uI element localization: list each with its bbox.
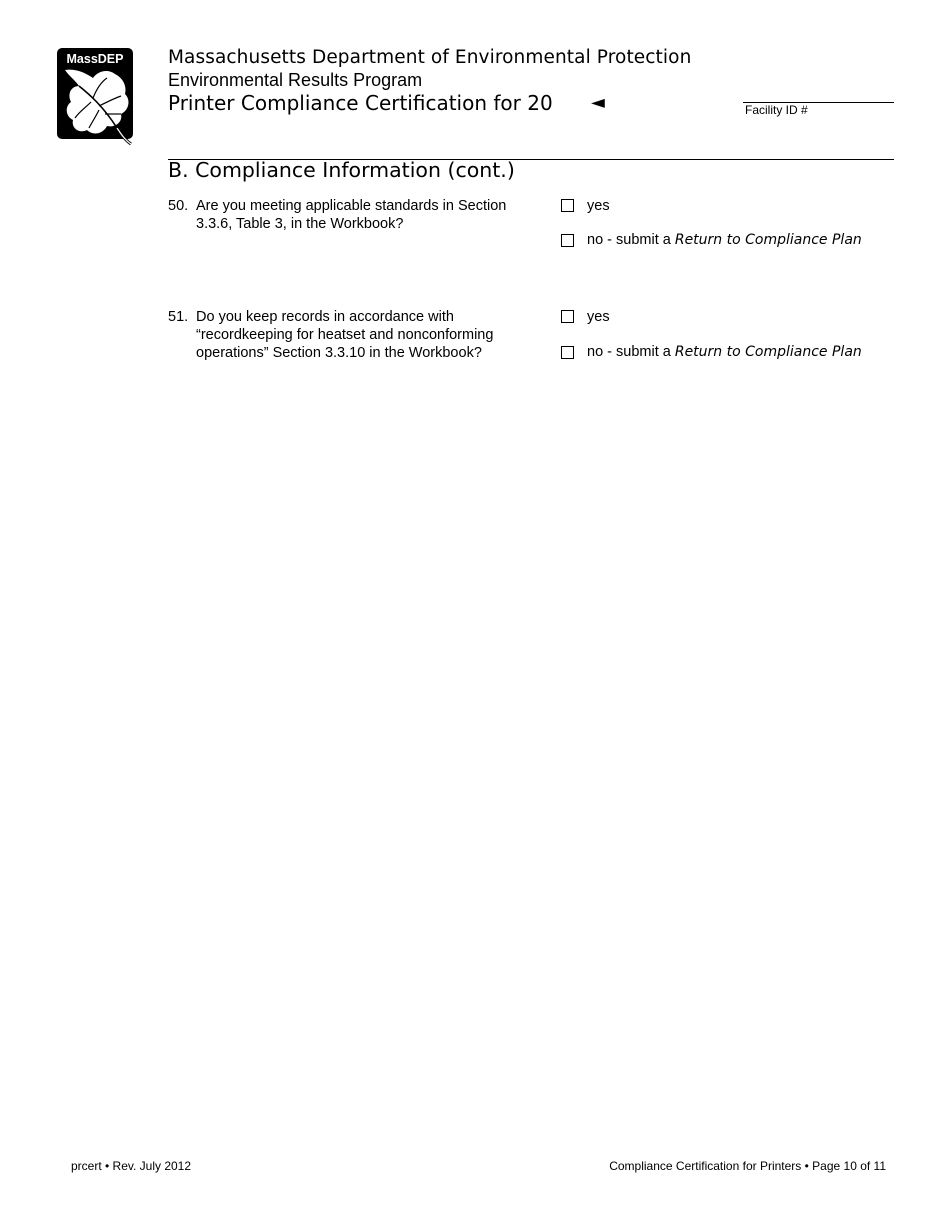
question-50-line-2: 3.3.6, Table 3, in the Workbook?	[196, 216, 404, 232]
question-50-no-prefix: no - submit a	[587, 232, 675, 248]
question-50-no-plan: Return to Compliance Plan	[674, 232, 862, 248]
question-51-no-plan: Return to Compliance Plan	[674, 344, 862, 360]
question-51-text	[196, 308, 541, 362]
question-50-line-1: Are you meeting applicable standards in Section	[196, 198, 507, 214]
program-name: Environmental Results Program	[168, 70, 423, 90]
question-51-no-checkbox[interactable]	[561, 346, 574, 359]
form-title: Printer Compliance Certification for 20	[168, 91, 553, 115]
question-51-no-prefix: no - submit a	[587, 344, 675, 360]
logo-text: MassDEP	[66, 52, 124, 66]
question-50-no-label	[587, 232, 862, 248]
question-50-yes-checkbox[interactable]	[561, 199, 574, 212]
question-50-number: 50.	[168, 198, 189, 214]
left-arrow-icon: ◄	[591, 92, 605, 113]
question-50-yes-label: yes	[587, 198, 610, 214]
agency-name: Massachusetts Department of Environmental Protection	[168, 47, 692, 68]
massdep-logo	[57, 48, 134, 146]
question-51-line-1: Do you keep records in accordance with	[196, 309, 454, 325]
question-51-yes-checkbox[interactable]	[561, 310, 574, 323]
oak-leaf-logo-icon	[57, 48, 134, 146]
footer-page-number: Compliance Certification for Printers • Page 10 of 11	[609, 1159, 886, 1173]
question-50-no-checkbox[interactable]	[561, 234, 574, 247]
question-51-number: 51.	[168, 309, 189, 325]
section-title: B. Compliance Information (cont.)	[168, 158, 515, 182]
question-51-line-3: operations” Section 3.3.10 in the Workbook?	[196, 345, 482, 361]
question-51-line-2: “recordkeeping for heatset and nonconforming	[196, 327, 494, 343]
question-50-text	[196, 197, 541, 233]
facility-id-label: Facility ID #	[745, 103, 808, 117]
question-51-yes-label: yes	[587, 309, 610, 325]
footer-revision: prcert • Rev. July 2012	[71, 1159, 192, 1173]
question-51-no-label	[587, 344, 862, 360]
